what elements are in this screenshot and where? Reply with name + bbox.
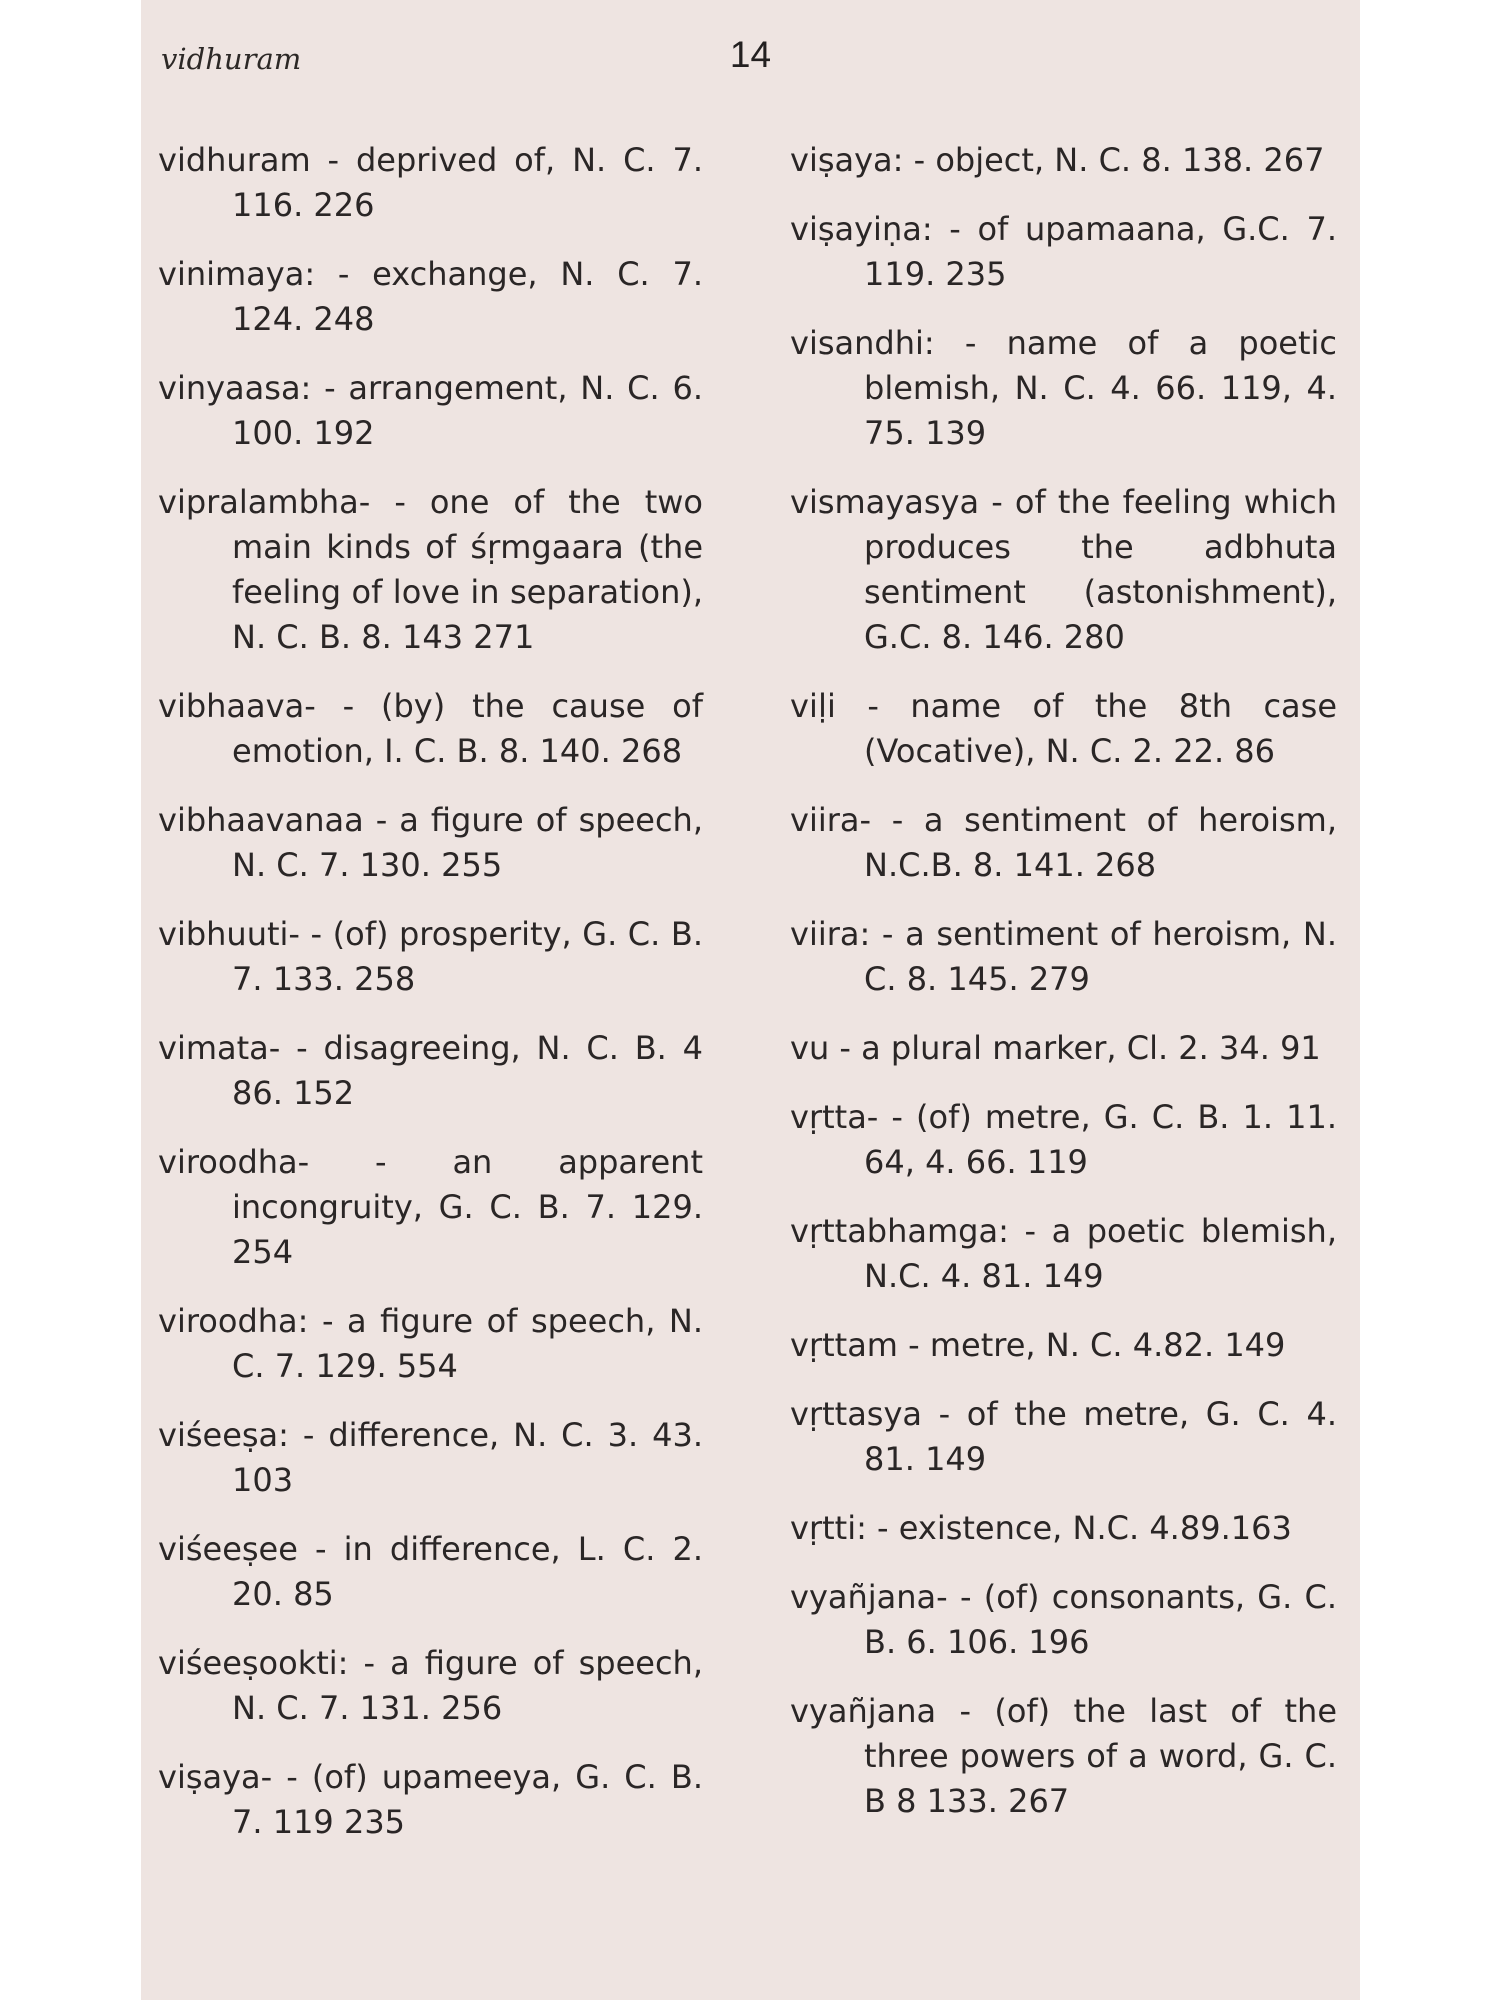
glossary-entry: viṣayiṇa: - of upamaana, G.C. 7. 119. 235 <box>790 210 1337 293</box>
glossary-entry: viira- - a sentiment of heroism, N.C.B. 8. 141. 268 <box>790 801 1337 884</box>
glossary-entry: viroodha- - an apparent incongruity, G. C. B. 7. 129. 254 <box>158 1143 703 1271</box>
glossary-entry: vibhuuti- - (of) prosperity, G. C. B. 7. 133. 258 <box>158 915 703 998</box>
glossary-entry: viśeeṣa: - difference, N. C. 3. 43. 103 <box>158 1416 703 1499</box>
glossary-entry: vyañjana - (of) the last of the three powers of a word, G. C. B 8 133. 267 <box>790 1692 1337 1820</box>
glossary-entry: viroodha: - a figure of speech, N. C. 7. 129. 554 <box>158 1302 703 1385</box>
glossary-entry: vinimaya: - exchange, N. C. 7. 124. 248 <box>158 255 703 338</box>
glossary-entry: vṛttasya - of the metre, G. C. 4. 81. 149 <box>790 1395 1337 1478</box>
glossary-column-right <box>790 138 1337 1848</box>
glossary-entry: vu - a plural marker, Cl. 2. 34. 91 <box>790 1029 1321 1067</box>
glossary-entry: vibhaava- - (by) the cause of emotion, I. C. B. 8. 140. 268 <box>158 687 703 770</box>
running-head: vidhuram <box>161 42 302 76</box>
glossary-entry: viira: - a sentiment of heroism, N. C. 8. 145. 279 <box>790 915 1337 998</box>
glossary-entry: viṣaya- - (of) upameeya, G. C. B. 7. 119 235 <box>158 1758 703 1841</box>
glossary-entry: vibhaavanaa - a figure of speech, N. C. 7. 130. 255 <box>158 801 703 884</box>
book-page <box>141 0 1360 2000</box>
glossary-column-left <box>158 138 703 1869</box>
glossary-entry: vinyaasa: - arrangement, N. C. 6. 100. 192 <box>158 369 703 452</box>
glossary-entry: vyañjana- - (of) consonants, G. C. B. 6. 106. 196 <box>790 1578 1337 1661</box>
glossary-entry: vṛtta- - (of) metre, G. C. B. 1. 11. 64, 4. 66. 119 <box>790 1098 1337 1181</box>
glossary-entry: viḷi - name of the 8th case (Vocative), N. C. 2. 22. 86 <box>790 687 1337 770</box>
page-number: 14 <box>729 34 772 75</box>
glossary-entry: vidhuram - deprived of, N. C. 7. 116. 226 <box>158 141 703 224</box>
glossary-entry: viśeeṣookti: - a figure of speech, N. C. 7. 131. 256 <box>158 1644 703 1727</box>
glossary-entry: vṛtti: - existence, N.C. 4.89.163 <box>790 1509 1292 1547</box>
glossary-entry: viśeeṣee - in difference, L. C. 2. 20. 85 <box>158 1530 703 1613</box>
glossary-entry: visandhi: - name of a poetic blemish, N. C. 4. 66. 119, 4. 75. 139 <box>790 324 1337 452</box>
glossary-entry: viṣaya: - object, N. C. 8. 138. 267 <box>790 141 1325 179</box>
glossary-entry: vismayasya - of the feeling which produces the adbhuta sentiment (astonishment), G.C. 8. 146. 280 <box>790 483 1337 656</box>
glossary-entry: vṛttam - metre, N. C. 4.82. 149 <box>790 1326 1286 1364</box>
glossary-entry: vipralambha- - one of the two main kinds of śṛmgaara (the feeling of love in separation), N. C. B. 8. 143 271 <box>158 483 703 656</box>
glossary-entry: vṛttabhamga: - a poetic blemish, N.C. 4. 81. 149 <box>790 1212 1337 1295</box>
glossary-entry: vimata- - disagreeing, N. C. B. 4 86. 152 <box>158 1029 703 1112</box>
